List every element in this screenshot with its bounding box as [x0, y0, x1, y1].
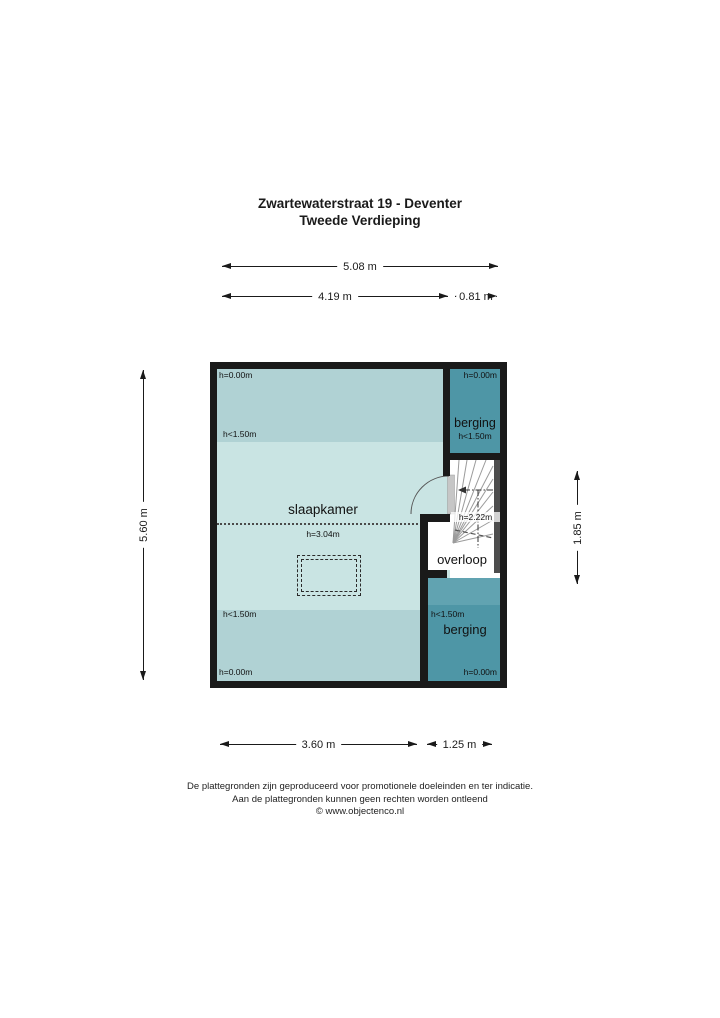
room-label-berging-bottom: berging	[443, 622, 487, 637]
dimension-right-height	[571, 471, 584, 584]
dimension-top-right	[455, 291, 497, 303]
berging-bottom-h-low-label: h<1.50m	[431, 609, 465, 619]
dimension-bottom-right	[427, 739, 492, 751]
title-floor: Tweede Verdieping	[299, 212, 421, 228]
slaapkamer-ceiling-height-label: h=3.04m	[306, 529, 340, 539]
wall-outer-top	[210, 362, 507, 369]
room-label-slaapkamer: slaapkamer	[288, 502, 358, 517]
title-address: Zwartewaterstraat 19 - Deventer	[257, 196, 463, 211]
dimension-top-left-label: 4.19 m	[312, 291, 358, 303]
slaapkamer-h-top-label: h=0.00m	[219, 370, 253, 380]
wall-outer-left	[210, 362, 217, 688]
footer-copyright: © www.objectenco.nl	[315, 806, 405, 817]
wall-berging-top-bottom	[443, 453, 500, 460]
footer-line-1: De plattegronden zijn geproduceerd voor promotionele doeleinden en ter indicatie.	[187, 781, 533, 792]
wall-outer-right	[500, 362, 507, 688]
ceiling-height-dotted-line	[217, 523, 422, 525]
room-label-berging-top: berging	[454, 416, 496, 430]
dimension-top-total-label: 5.08 m	[337, 261, 383, 273]
berging-top-h-edge-label: h=0.00m	[463, 370, 497, 380]
wall-outer-bottom	[210, 681, 507, 688]
room-label-overloop: overloop	[437, 552, 487, 567]
berging-top-h-low-label: h<1.50m	[458, 431, 492, 441]
berging-bottom-h-edge-label: h=0.00m	[463, 667, 497, 677]
dimension-bottom-right-label: 1.25 m	[437, 739, 483, 751]
skylight-symbol	[297, 555, 361, 596]
dimension-left-height	[137, 370, 150, 680]
floor-plan	[210, 362, 507, 688]
dimension-top-right-label: 0.81 m	[456, 291, 496, 303]
dimension-right-height-label: 1.85 m	[572, 505, 584, 551]
slaapkamer-h-low-top-label: h<1.50m	[223, 429, 257, 439]
dimension-left-height-label: 5.60 m	[138, 502, 150, 548]
page-title	[0, 196, 720, 229]
skylight-symbol-inner	[301, 559, 357, 592]
footer-line-2: Aan de plattegronden kunnen geen rechten worden ontleend	[232, 793, 488, 805]
stairwell-clearance-label: h=2.22m	[451, 512, 500, 522]
slaapkamer-h-low-bottom-label: h<1.50m	[223, 609, 257, 619]
door-leaf	[448, 475, 455, 514]
dimension-top-left	[222, 291, 448, 303]
footer-disclaimer	[0, 781, 720, 819]
wall-divider-overloop	[420, 514, 428, 681]
dimension-bottom-left-label: 3.60 m	[296, 739, 342, 751]
stairs-and-door-vector	[210, 362, 507, 688]
dimension-top-total	[222, 261, 498, 273]
slaapkamer-h-bottom-label: h=0.00m	[219, 667, 253, 677]
wall-overloop-berging	[428, 570, 447, 578]
dimension-bottom-left	[220, 739, 417, 751]
